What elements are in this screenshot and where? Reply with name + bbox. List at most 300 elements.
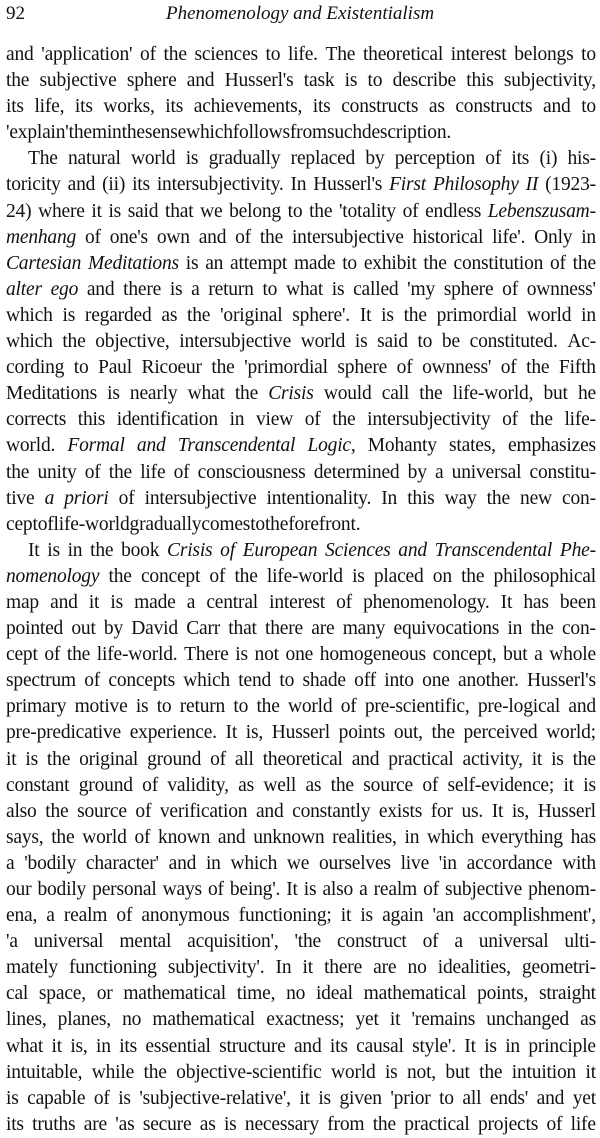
word: shade: [302, 670, 346, 692]
word: for: [430, 800, 453, 822]
word: the: [529, 409, 553, 431]
word: a: [454, 931, 463, 953]
word: validity,: [167, 774, 229, 796]
word: is: [344, 70, 358, 92]
word: its: [6, 96, 24, 118]
word: intersubjectivity: [367, 409, 491, 431]
text-line: [6, 694, 596, 720]
word: and: [198, 226, 227, 248]
word: It: [491, 800, 504, 822]
word: this: [466, 70, 494, 92]
word: a: [359, 879, 368, 900]
word: to: [439, 1087, 454, 1109]
text-line: [6, 433, 596, 459]
word: Only: [534, 226, 573, 248]
word: a: [46, 905, 55, 927]
word: ground: [78, 774, 133, 796]
running-header: [6, 2, 594, 26]
word: space,: [38, 983, 86, 1005]
word: natural: [67, 148, 121, 170]
word: causal: [356, 1035, 404, 1057]
word: all: [462, 1087, 482, 1109]
word: identification: [116, 409, 218, 431]
word: the: [46, 748, 71, 770]
word: consciousness: [197, 461, 306, 483]
word: ena,: [6, 905, 38, 927]
word: Meditations: [6, 383, 97, 405]
word: by: [103, 618, 124, 640]
word: the: [486, 487, 510, 509]
word: the: [187, 304, 211, 326]
word: life'.: [492, 226, 526, 248]
word: all: [234, 748, 254, 770]
word: of: [140, 44, 156, 65]
word: and: [67, 174, 96, 196]
word: idealities,: [437, 957, 511, 979]
word: yet: [355, 1009, 379, 1031]
word: (ii): [102, 174, 126, 196]
word: life: [140, 461, 166, 483]
word: but: [503, 644, 528, 666]
word: 'prior: [390, 1087, 431, 1109]
word: the: [6, 70, 30, 92]
word: is: [360, 905, 373, 927]
word: task: [303, 70, 335, 92]
word: the: [479, 1061, 503, 1083]
word: intersubjective: [144, 487, 257, 509]
word: concept,: [432, 644, 497, 666]
word: in: [205, 852, 221, 874]
word: cal: [6, 983, 29, 1005]
word: Formal: [67, 435, 125, 457]
word: which: [6, 331, 53, 353]
word: 'bodily: [24, 852, 77, 874]
text-line: [6, 460, 596, 486]
word: made: [134, 591, 176, 613]
word: and: [136, 435, 166, 457]
word: to: [156, 696, 172, 718]
word: is: [47, 539, 60, 561]
word: in: [106, 122, 122, 144]
word: is: [185, 148, 199, 170]
word: in: [404, 826, 420, 848]
word: 'remains: [411, 1009, 476, 1031]
word: book: [121, 539, 160, 561]
word: of: [142, 774, 158, 796]
word: on: [432, 565, 452, 587]
word: the: [259, 226, 284, 248]
word: of: [93, 1087, 110, 1109]
word: is: [235, 644, 248, 666]
word: be: [441, 331, 460, 353]
word: Crisis: [167, 539, 213, 561]
word: character': [85, 852, 159, 874]
text-line: [6, 1112, 596, 1138]
word: is: [62, 304, 76, 326]
word: ownness': [526, 278, 596, 300]
text-line: [6, 225, 596, 251]
word: world: [300, 331, 346, 353]
text-line: [6, 94, 596, 120]
word: 'application': [41, 44, 133, 65]
word: it: [6, 748, 17, 770]
word: Logic,: [307, 435, 356, 457]
word: 'the: [294, 931, 321, 953]
text-line: [6, 146, 596, 172]
word: but: [445, 1061, 470, 1083]
word: style'.: [412, 1035, 456, 1057]
word: from: [289, 122, 327, 144]
word: subjective: [39, 70, 117, 92]
word: but: [543, 383, 568, 405]
page-number: 92: [6, 3, 25, 24]
word: secure: [142, 1113, 192, 1135]
word: as: [305, 774, 322, 796]
word: into: [384, 670, 414, 692]
word: the: [6, 461, 30, 483]
text-line: [6, 955, 596, 981]
word: The: [28, 148, 58, 170]
word: universal: [33, 931, 104, 953]
word: constructs: [341, 96, 419, 118]
word: regarded: [84, 304, 152, 326]
word: original: [79, 748, 139, 770]
word: life: [570, 1113, 596, 1135]
word: ourselves: [318, 852, 391, 874]
word: a: [44, 487, 55, 509]
word: to: [417, 331, 433, 353]
word: of: [422, 774, 439, 796]
word: emphasizes: [508, 435, 596, 457]
word: to: [73, 357, 89, 379]
running-title: Phenomenology and Existentialism: [166, 3, 435, 24]
word: which: [183, 670, 230, 692]
word: we: [200, 200, 223, 222]
word: is,: [245, 722, 264, 744]
word: self-evidence;: [447, 774, 555, 796]
word: unity: [37, 461, 77, 483]
word: 'a: [6, 931, 18, 953]
word: is: [118, 1087, 131, 1109]
word: 'in: [438, 852, 457, 874]
word: the: [403, 304, 427, 326]
word: life-world: [266, 565, 343, 587]
word: anonymous: [141, 905, 230, 927]
word: structure: [219, 1035, 286, 1057]
word: of: [502, 278, 518, 300]
word: a: [186, 591, 196, 613]
word: 'original: [220, 304, 283, 326]
word: our: [6, 879, 32, 900]
word: is: [303, 879, 317, 900]
word: and: [186, 70, 215, 92]
word: ownness': [422, 357, 492, 379]
word: comes: [201, 513, 251, 535]
word: which: [186, 122, 233, 144]
word: the: [108, 461, 133, 483]
word: being'.: [229, 879, 281, 900]
word: life-world: [53, 513, 130, 535]
word: practical: [388, 748, 454, 770]
word: and: [217, 826, 246, 848]
word: alter: [6, 278, 42, 300]
word: priori: [64, 487, 109, 509]
word: theoretical: [262, 748, 343, 770]
word: return: [179, 696, 226, 718]
word: sense: [144, 122, 187, 144]
word: Mohanty: [367, 435, 437, 457]
word: sphere: [126, 70, 177, 92]
word: which: [230, 852, 278, 874]
word: 'totality: [338, 200, 396, 222]
word: Husserl: [271, 722, 330, 744]
word: personal: [92, 879, 157, 900]
word: pointed: [6, 618, 64, 640]
word: There: [184, 644, 229, 666]
word: is: [169, 278, 183, 300]
word: lines,: [6, 1009, 47, 1031]
word: follows: [232, 122, 290, 144]
word: intuitable,: [6, 1061, 83, 1083]
word: and: [536, 1087, 565, 1109]
word: is: [185, 252, 199, 274]
word: objective,: [95, 331, 170, 353]
word: is: [354, 331, 368, 353]
word: acquisition',: [187, 931, 279, 953]
word: one: [422, 670, 450, 692]
word: of: [396, 357, 413, 379]
word: to: [279, 670, 295, 692]
word: it: [531, 748, 543, 770]
word: a: [6, 852, 15, 874]
text-line: [6, 172, 596, 198]
word: would: [323, 383, 372, 405]
word: 'my: [407, 278, 436, 300]
word: as: [161, 304, 178, 326]
word: It: [225, 722, 238, 744]
word: The: [325, 44, 356, 65]
word: there: [324, 957, 363, 979]
word: a: [534, 644, 543, 666]
word: which: [427, 826, 474, 848]
word: achievements,: [193, 96, 303, 118]
word: 'explain': [6, 122, 69, 144]
word: ways: [162, 879, 202, 900]
word: constitution: [453, 252, 544, 274]
word: of: [84, 670, 101, 692]
word: no: [407, 957, 427, 979]
word: which: [6, 304, 53, 326]
word: perception: [394, 148, 476, 170]
word: nearly: [129, 383, 178, 405]
text-line: [6, 303, 596, 329]
word: is: [384, 1061, 398, 1083]
word: is: [318, 1087, 331, 1109]
word: First: [389, 174, 427, 196]
word: the: [143, 1061, 167, 1083]
word: this: [407, 487, 435, 509]
word: is: [331, 278, 345, 300]
word: we: [286, 852, 310, 874]
word: In: [381, 487, 398, 509]
word: life-world.: [96, 644, 178, 666]
word: works,: [103, 96, 155, 118]
word: the: [62, 331, 86, 353]
word: is: [110, 591, 124, 613]
word: the: [332, 409, 356, 431]
word: unchanged: [486, 1009, 569, 1031]
word: time,: [236, 983, 276, 1005]
word: of: [422, 931, 439, 953]
text-line: [6, 1086, 596, 1112]
word: Transcendental: [434, 539, 553, 561]
word: is: [135, 696, 149, 718]
word: functioning;: [238, 905, 332, 927]
word: of: [118, 487, 135, 509]
word: universal: [451, 461, 522, 483]
word: perceived: [463, 722, 538, 744]
word: also: [322, 879, 354, 900]
word: as: [238, 774, 254, 796]
word: has: [570, 826, 596, 848]
text-line: [6, 120, 596, 146]
word: in: [581, 304, 596, 326]
word: and: [398, 539, 427, 561]
word: where: [38, 200, 85, 222]
word: it: [88, 591, 100, 613]
text-line: [6, 616, 596, 642]
body-text: [6, 42, 596, 1138]
word: it: [389, 1009, 401, 1031]
word: phenom-: [528, 879, 596, 900]
word: it: [51, 1035, 62, 1057]
word: universal: [478, 931, 549, 953]
text-line: [6, 1007, 596, 1033]
word: to: [250, 513, 265, 535]
word: life.: [288, 44, 318, 65]
word: to: [581, 96, 596, 118]
word: is: [6, 1087, 19, 1109]
word: Husserl's: [313, 174, 383, 196]
word: con-: [562, 487, 596, 509]
word: truths: [32, 1113, 76, 1135]
word: there: [123, 278, 162, 300]
word: of: [500, 357, 517, 379]
word: II: [525, 174, 539, 196]
word: another.: [458, 670, 519, 692]
word: is,: [511, 800, 530, 822]
word: out: [71, 618, 96, 640]
word: to: [342, 252, 357, 274]
word: the: [108, 565, 132, 587]
word: as: [580, 1009, 596, 1031]
word: historical: [412, 226, 484, 248]
word: ego: [50, 278, 79, 300]
word: exists: [378, 800, 423, 822]
text-line: [6, 1034, 596, 1060]
word: this: [77, 409, 106, 431]
word: and: [568, 696, 596, 718]
word: his-: [567, 148, 596, 170]
word: (1923-: [545, 174, 596, 196]
word: no: [122, 1009, 142, 1031]
word: of: [116, 905, 133, 927]
word: In: [275, 957, 292, 979]
word: subjectivity,: [503, 70, 596, 92]
word: the: [461, 565, 485, 587]
text-line: [6, 903, 596, 929]
word: realities,: [332, 826, 397, 848]
word: the: [530, 618, 554, 640]
word: cept: [6, 513, 38, 535]
word: is: [107, 383, 120, 405]
word: been: [559, 591, 596, 613]
word: the: [419, 383, 443, 405]
word: is,: [70, 1035, 88, 1057]
word: constantly: [292, 800, 371, 822]
word: world: [82, 826, 127, 848]
word: as: [199, 1113, 216, 1135]
word: way: [444, 487, 477, 509]
text-line: [6, 747, 596, 773]
word: Husserl's: [224, 70, 294, 92]
word: well: [263, 774, 297, 796]
word: is: [223, 1113, 237, 1135]
word: pre-logical: [477, 696, 561, 718]
word: placed: [373, 565, 424, 587]
word: of: [485, 148, 502, 170]
word: Fifth: [558, 357, 596, 379]
word: capable: [27, 1087, 86, 1109]
word: of: [84, 461, 101, 483]
word: pre-scientific,: [364, 696, 470, 718]
word: it: [302, 957, 313, 979]
word: by: [365, 148, 385, 170]
word: Phe-: [559, 539, 596, 561]
word: of: [135, 800, 152, 822]
word: it: [299, 1087, 310, 1109]
text-line: [6, 42, 596, 68]
word: philosophical: [493, 565, 596, 587]
word: con-: [561, 618, 596, 640]
word: return: [208, 278, 254, 300]
word: sphere: [443, 278, 494, 300]
word: exactness;: [266, 1009, 345, 1031]
word: Philosophy: [432, 174, 519, 196]
word: are: [373, 957, 397, 979]
word: whole: [549, 644, 596, 666]
word: off: [354, 670, 376, 692]
word: a: [434, 461, 444, 483]
word: in: [67, 539, 83, 561]
word: In: [290, 174, 307, 196]
word: intersubjective: [291, 226, 404, 248]
word: mental: [119, 931, 172, 953]
word: ends': [489, 1087, 529, 1109]
word: It: [28, 539, 40, 561]
word: nomenology: [6, 565, 100, 587]
word: intuition: [511, 1061, 577, 1083]
word: constitu-: [529, 461, 596, 483]
text-line: [6, 668, 596, 694]
word: It: [464, 1035, 476, 1057]
word: construct: [336, 931, 407, 953]
word: necessary: [244, 1113, 319, 1135]
word: mathematical: [363, 983, 467, 1005]
word: the: [572, 748, 596, 770]
word: is: [108, 200, 122, 222]
word: intersubjective: [179, 331, 292, 353]
